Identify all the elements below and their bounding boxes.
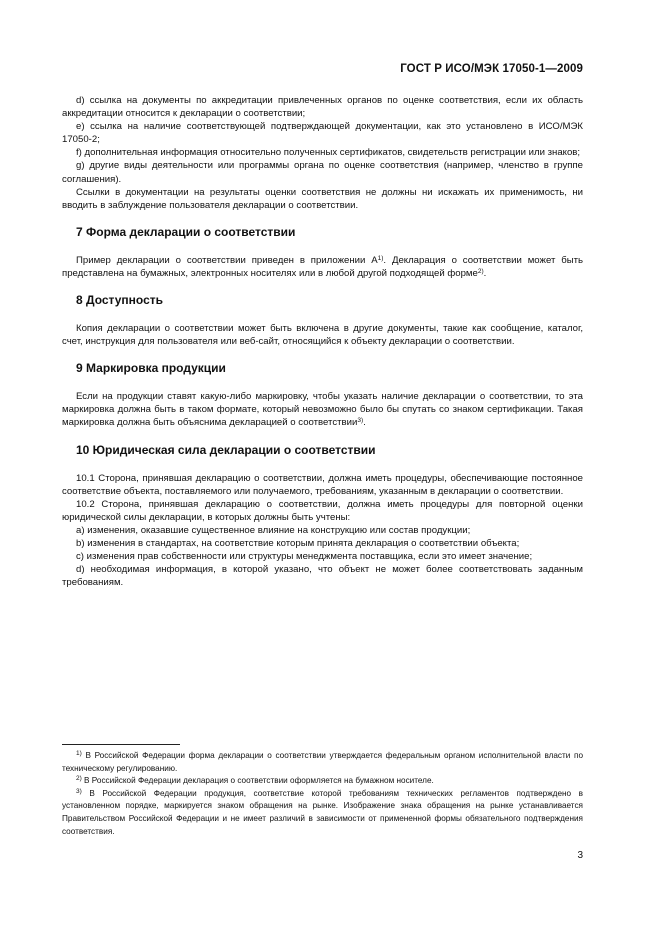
footnote-text: В Российской Федерации декларация о соответствии оформляется на бумажном носителе. — [81, 776, 434, 786]
list-item: c) изменения прав собственности или структуры менеджмента поставщика, если это имеет значение; — [76, 551, 533, 563]
section-10-heading: 10 Юридическая сила декларации о соответствии — [76, 442, 376, 457]
text: Пример декларации о соответствии приведен в приложении А — [76, 254, 378, 266]
footnote-mark: 1) — [76, 750, 82, 757]
footnote-mark: 3) — [76, 787, 82, 795]
footnote — [62, 788, 583, 838]
clause-10-1: 10.1 Сторона, принявшая декларацию о соответствии, должна иметь процедуры, обеспечивающие постоянное соответствие объекта, поставляемого или получаемого, требованиям, указанным в декларации о соответствии. — [62, 472, 583, 497]
section-9-heading: 9 Маркировка продукции — [76, 361, 226, 376]
footnote-text: В Российской Федерации продукция, соответствие которой требованиям технических регламентов подтверждено в установленном порядке, маркируется знаком обращения на рынке. Изображение знака обращения на рынке устанавливается Правительством Российской Федерации и не имеет различий в зависимости от примененной формы обязательного подтверждения соответствия. — [62, 788, 583, 836]
text: . — [363, 417, 366, 429]
footnote-ref: 3) — [357, 417, 364, 425]
paragraph: Ссылки в документации на результаты оценки соответствия не должны ни искажать их применимость, ни вводить в заблуждение пользователя декларации о соответствии. — [62, 186, 583, 211]
page-content — [62, 94, 583, 589]
section-7-heading: 7 Форма декларации о соответствии — [76, 224, 296, 239]
page-number: 3 — [577, 850, 583, 861]
footnote-text: В Российской Федерации форма декларации о соответствии утверждается федеральным органом исполнительной власти по техническому регулированию. — [62, 751, 583, 773]
clause-10-2: 10.2 Сторона, принявшая декларацию о соответствии, должна иметь процедуры для повторной оценки юридической силы декларации, в которых должны быть учтены: — [62, 498, 583, 523]
footnote-ref: 2) — [477, 267, 484, 275]
text: Если на продукции ставят какую-либо маркировку, чтобы указать наличие декларации о соответствии, то эта маркировка должна быть в таком формате, который невозможно было бы спутать со знаком сертификации. Такая маркировка должна быть объяснима декларацией о соответствии — [62, 391, 583, 429]
section-8-heading: 8 Доступность — [76, 293, 163, 308]
footnote — [62, 775, 583, 788]
footnote-mark: 2) — [76, 775, 82, 783]
footnote-ref: 1) — [377, 254, 384, 262]
list-item: f) дополнительная информация относительно полученных сертификатов, свидетельств регистрации или знаков; — [76, 147, 581, 159]
list-item: g) другие виды деятельности или программы органа по оценке соответствия (например, членство в группе соглашения). — [62, 160, 583, 185]
text: . — [483, 267, 487, 279]
text: . Декларация о соответствии может быть представлена на бумажных, электронных носителях или в любой другой подходящей форме — [62, 254, 583, 279]
list-item: d) необходимая информация, в которой указано, что объект не может более соответствовать заданным требованиям. — [62, 564, 583, 589]
document-header: ГОСТ Р ИСО/МЭК 17050-1—2009 — [400, 63, 583, 75]
section-9-paragraph — [62, 390, 583, 429]
list-item: d) ссылка на документы по аккредитации привлеченных органов по оценке соответствия, если их область аккредитации относится к декларации о соответствии; — [62, 95, 583, 120]
section-7-paragraph — [62, 254, 583, 280]
list-item: a) изменения, оказавшие существенное влияние на конструкцию или состав продукции; — [76, 524, 471, 536]
list-item: b) изменения в стандартах, на соответствие которым принята декларация о соответствии объекта; — [76, 537, 520, 549]
footnotes — [62, 750, 583, 838]
footnote — [62, 750, 583, 775]
footnote-divider — [62, 744, 180, 745]
section-8-paragraph: Копия декларации о соответствии может быть включена в другие документы, такие как сообщение, каталог, счет, инструкция для пользователя или веб-сайт, относящийся к объекту декларации о соответствии. — [62, 323, 583, 348]
list-item: e) ссылка на наличие соответствующей подтверждающей документации, как это установлено в ИСО/МЭК 17050-2; — [62, 121, 583, 146]
